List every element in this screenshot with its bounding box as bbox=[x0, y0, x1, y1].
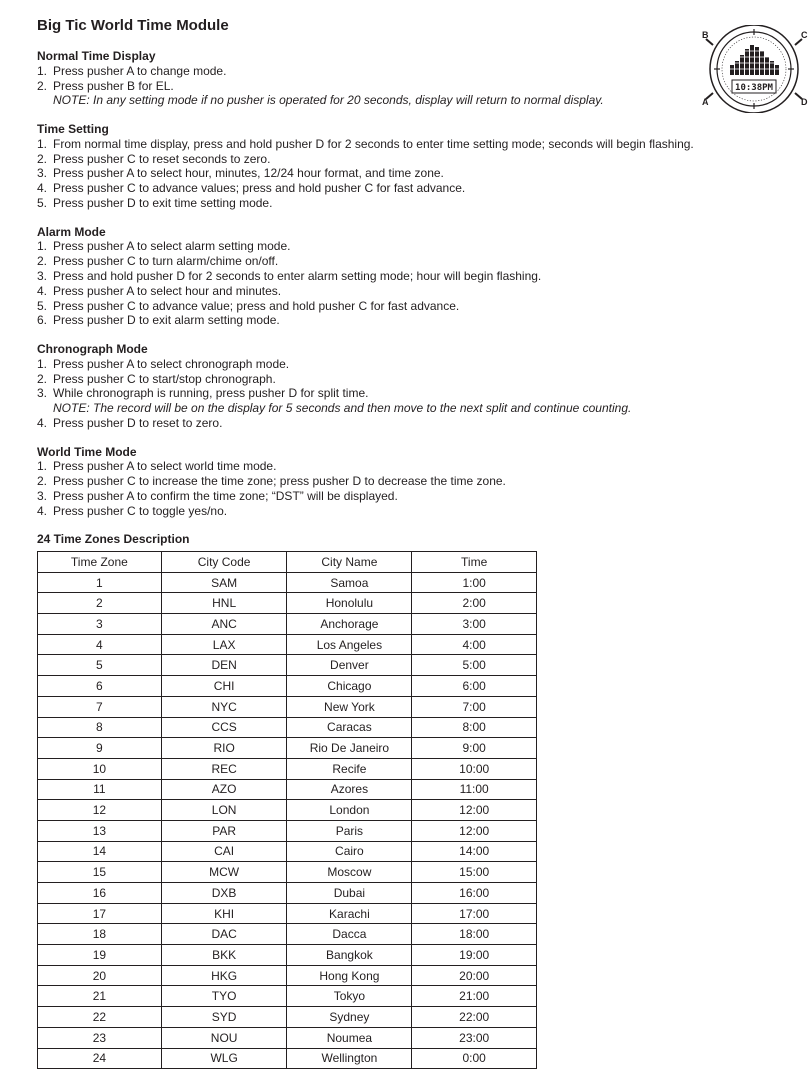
table-row bbox=[38, 614, 537, 635]
section-heading: Chronograph Mode bbox=[37, 341, 148, 356]
step-number: 4. bbox=[37, 181, 48, 196]
time-zone-cell: 16 bbox=[38, 883, 162, 904]
city-code-cell: HNL bbox=[161, 593, 287, 614]
time-cell: 18:00 bbox=[412, 924, 537, 945]
watch-diagram bbox=[699, 25, 808, 113]
step-number: 1. bbox=[37, 63, 48, 78]
time-cell: 0:00 bbox=[412, 1048, 537, 1069]
pusher-b-label: B bbox=[702, 30, 709, 40]
step-text: Press pusher D to reset to zero. bbox=[53, 415, 223, 430]
step-number: 2. bbox=[37, 254, 48, 269]
instruction-step bbox=[37, 474, 777, 489]
city-code-cell: AZO bbox=[161, 779, 287, 800]
city-code-cell: NOU bbox=[161, 1027, 287, 1048]
table-row bbox=[38, 572, 537, 593]
table-row bbox=[38, 945, 537, 966]
instruction-step bbox=[37, 386, 777, 401]
city-code-cell: BKK bbox=[161, 945, 287, 966]
instruction-step bbox=[37, 372, 777, 387]
time-cell: 1:00 bbox=[412, 572, 537, 593]
city-code-cell: DEN bbox=[161, 655, 287, 676]
time-zone-cell: 15 bbox=[38, 862, 162, 883]
time-cell: 15:00 bbox=[412, 862, 537, 883]
city-name-cell: Caracas bbox=[287, 717, 412, 738]
time-cell: 21:00 bbox=[412, 986, 537, 1007]
time-cell: 4:00 bbox=[412, 634, 537, 655]
city-code-cell: ANC bbox=[161, 614, 287, 635]
city-code-cell: WLG bbox=[161, 1048, 287, 1069]
instruction-step bbox=[37, 357, 777, 372]
step-number: 1. bbox=[37, 459, 48, 474]
instruction-step bbox=[37, 181, 777, 196]
city-code-cell: RIO bbox=[161, 738, 287, 759]
table-row bbox=[38, 779, 537, 800]
step-text: Press pusher D to exit time setting mode. bbox=[53, 195, 273, 210]
table-row bbox=[38, 883, 537, 904]
table-row bbox=[38, 676, 537, 697]
step-text: Press pusher C to turn alarm/chime on/off. bbox=[53, 254, 279, 269]
time-zone-cell: 7 bbox=[38, 696, 162, 717]
instruction-step bbox=[37, 459, 777, 474]
time-zone-cell: 8 bbox=[38, 717, 162, 738]
step-number: 2. bbox=[37, 151, 48, 166]
step-number: 1. bbox=[37, 356, 48, 371]
step-text: Press pusher A to change mode. bbox=[53, 63, 227, 78]
city-name-cell: Rio De Janeiro bbox=[287, 738, 412, 759]
time-zone-cell: 6 bbox=[38, 676, 162, 697]
instruction-step bbox=[37, 137, 777, 152]
time-zone-cell: 9 bbox=[38, 738, 162, 759]
section-chronograph-mode bbox=[37, 342, 777, 431]
instruction-sections bbox=[37, 49, 777, 532]
time-cell: 12:00 bbox=[412, 800, 537, 821]
table-row bbox=[38, 1027, 537, 1048]
step-text: Press pusher B for EL. bbox=[53, 78, 174, 93]
section-normal-time-display bbox=[37, 49, 777, 108]
note-text: NOTE: In any setting mode if no pusher is operated for 20 seconds, display will return to normal display. bbox=[53, 93, 604, 108]
city-name-cell: London bbox=[287, 800, 412, 821]
step-text: From normal time display, press and hold pusher D for 2 seconds to enter time setting mode; seconds will begin flashing. bbox=[53, 136, 694, 151]
step-number: 2. bbox=[37, 371, 48, 386]
time-zone-cell: 12 bbox=[38, 800, 162, 821]
step-text: Press pusher A to select hour and minutes. bbox=[53, 283, 282, 298]
time-zone-cell: 5 bbox=[38, 655, 162, 676]
section-alarm-mode bbox=[37, 225, 777, 329]
section-world-time-mode bbox=[37, 445, 777, 519]
column-header-time-zone: Time Zone bbox=[38, 552, 162, 573]
step-text: Press pusher A to select alarm setting mode. bbox=[53, 239, 291, 254]
time-zone-cell: 2 bbox=[38, 593, 162, 614]
step-text: Press pusher A to select hour, minutes, 12/24 hour format, and time zone. bbox=[53, 166, 444, 181]
section-heading: Time Setting bbox=[37, 121, 109, 136]
step-number: 3. bbox=[37, 386, 48, 401]
city-code-cell: CHI bbox=[161, 676, 287, 697]
table-row bbox=[38, 800, 537, 821]
time-zone-cell: 1 bbox=[38, 572, 162, 593]
time-cell: 16:00 bbox=[412, 883, 537, 904]
step-number: 2. bbox=[37, 474, 48, 489]
table-row bbox=[38, 634, 537, 655]
city-name-cell: Anchorage bbox=[287, 614, 412, 635]
table-row bbox=[38, 903, 537, 924]
city-name-cell: New York bbox=[287, 696, 412, 717]
instruction-step bbox=[37, 269, 777, 284]
step-text: Press pusher A to select world time mode. bbox=[53, 459, 277, 474]
city-code-cell: SYD bbox=[161, 1007, 287, 1028]
time-cell: 14:00 bbox=[412, 841, 537, 862]
instruction-step bbox=[37, 64, 777, 79]
city-code-cell: TYO bbox=[161, 986, 287, 1007]
time-cell: 10:00 bbox=[412, 758, 537, 779]
step-number: 4. bbox=[37, 503, 48, 518]
step-number: 3. bbox=[37, 166, 48, 181]
time-cell: 9:00 bbox=[412, 738, 537, 759]
time-cell: 5:00 bbox=[412, 655, 537, 676]
city-name-cell: Noumea bbox=[287, 1027, 412, 1048]
table-row bbox=[38, 965, 537, 986]
column-header-time: Time bbox=[412, 552, 537, 573]
city-code-cell: DAC bbox=[161, 924, 287, 945]
time-cell: 22:00 bbox=[412, 1007, 537, 1028]
time-cell: 8:00 bbox=[412, 717, 537, 738]
city-name-cell: Tokyo bbox=[287, 986, 412, 1007]
city-code-cell: KHI bbox=[161, 903, 287, 924]
instruction-step bbox=[37, 254, 777, 269]
table-header-row bbox=[38, 552, 537, 573]
city-code-cell: HKG bbox=[161, 965, 287, 986]
step-text: While chronograph is running, press pusher D for split time. bbox=[53, 386, 369, 401]
time-zone-cell: 17 bbox=[38, 903, 162, 924]
city-name-cell: Karachi bbox=[287, 903, 412, 924]
column-header-city-name: City Name bbox=[287, 552, 412, 573]
table-row bbox=[38, 862, 537, 883]
city-name-cell: Azores bbox=[287, 779, 412, 800]
city-name-cell: Sydney bbox=[287, 1007, 412, 1028]
time-cell: 17:00 bbox=[412, 903, 537, 924]
city-code-cell: NYC bbox=[161, 696, 287, 717]
table-row bbox=[38, 717, 537, 738]
time-zone-cell: 24 bbox=[38, 1048, 162, 1069]
step-number: 4. bbox=[37, 415, 48, 430]
city-name-cell: Dacca bbox=[287, 924, 412, 945]
city-name-cell: Dubai bbox=[287, 883, 412, 904]
city-name-cell: Samoa bbox=[287, 572, 412, 593]
city-name-cell: Honolulu bbox=[287, 593, 412, 614]
city-code-cell: CCS bbox=[161, 717, 287, 738]
step-text: Press pusher A to confirm the time zone; “DST” will be displayed. bbox=[53, 488, 398, 503]
instruction-step bbox=[37, 196, 777, 211]
note-text: NOTE: The record will be on the display for 5 seconds and then move to the next split and continue counting. bbox=[53, 401, 632, 416]
step-text: Press pusher C to advance values; press and hold pusher C for fast advance. bbox=[53, 181, 466, 196]
time-zones-title: 24 Time Zones Description bbox=[37, 532, 190, 546]
time-zone-cell: 22 bbox=[38, 1007, 162, 1028]
section-heading: Alarm Mode bbox=[37, 224, 106, 239]
pusher-c-label: C bbox=[801, 30, 808, 40]
table-row bbox=[38, 655, 537, 676]
time-cell: 3:00 bbox=[412, 614, 537, 635]
time-zone-cell: 21 bbox=[38, 986, 162, 1007]
table-row bbox=[38, 593, 537, 614]
city-name-cell: Wellington bbox=[287, 1048, 412, 1069]
city-code-cell: MCW bbox=[161, 862, 287, 883]
city-name-cell: Chicago bbox=[287, 676, 412, 697]
table-row bbox=[38, 841, 537, 862]
pusher-d-label: D bbox=[801, 97, 808, 107]
table-row bbox=[38, 738, 537, 759]
step-text: Press pusher C to reset seconds to zero. bbox=[53, 151, 271, 166]
city-name-cell: Moscow bbox=[287, 862, 412, 883]
time-zone-cell: 14 bbox=[38, 841, 162, 862]
city-code-cell: LAX bbox=[161, 634, 287, 655]
table-row bbox=[38, 924, 537, 945]
table-row bbox=[38, 1007, 537, 1028]
time-cell: 12:00 bbox=[412, 820, 537, 841]
instruction-step bbox=[37, 284, 777, 299]
step-number: 5. bbox=[37, 298, 48, 313]
instruction-step bbox=[37, 152, 777, 167]
time-zone-cell: 18 bbox=[38, 924, 162, 945]
step-text: Press pusher C to increase the time zone; press pusher D to decrease the time zone. bbox=[53, 474, 506, 489]
pusher-a-label: A bbox=[702, 97, 709, 107]
time-zone-cell: 13 bbox=[38, 820, 162, 841]
step-text: Press pusher C to advance value; press and hold pusher C for fast advance. bbox=[53, 298, 460, 313]
table-row bbox=[38, 986, 537, 1007]
time-zone-cell: 10 bbox=[38, 758, 162, 779]
time-cell: 6:00 bbox=[412, 676, 537, 697]
city-name-cell: Cairo bbox=[287, 841, 412, 862]
step-text: Press pusher A to select chronograph mode. bbox=[53, 356, 290, 371]
city-code-cell: SAM bbox=[161, 572, 287, 593]
step-number: 1. bbox=[37, 136, 48, 151]
table-row bbox=[38, 696, 537, 717]
step-text: Press pusher D to exit alarm setting mode. bbox=[53, 313, 280, 328]
city-code-cell: DXB bbox=[161, 883, 287, 904]
step-number: 2. bbox=[37, 78, 48, 93]
time-zone-cell: 3 bbox=[38, 614, 162, 635]
column-header-city-code: City Code bbox=[161, 552, 287, 573]
page-title: Big Tic World Time Module bbox=[37, 17, 229, 34]
time-cell: 7:00 bbox=[412, 696, 537, 717]
step-number: 3. bbox=[37, 488, 48, 503]
step-text: Press and hold pusher D for 2 seconds to enter alarm setting mode; hour will begin flashing. bbox=[53, 268, 542, 283]
table-row bbox=[38, 820, 537, 841]
city-code-cell: PAR bbox=[161, 820, 287, 841]
instruction-step bbox=[37, 239, 777, 254]
city-name-cell: Los Angeles bbox=[287, 634, 412, 655]
time-zone-cell: 11 bbox=[38, 779, 162, 800]
step-number: 4. bbox=[37, 283, 48, 298]
time-cell: 23:00 bbox=[412, 1027, 537, 1048]
instruction-step bbox=[37, 416, 777, 431]
time-zone-cell: 23 bbox=[38, 1027, 162, 1048]
instruction-step bbox=[37, 166, 777, 181]
city-name-cell: Denver bbox=[287, 655, 412, 676]
time-zones-table bbox=[37, 551, 537, 1069]
time-zone-cell: 4 bbox=[38, 634, 162, 655]
instruction-step bbox=[37, 489, 777, 504]
instruction-step bbox=[37, 504, 777, 519]
instruction-step bbox=[37, 313, 777, 328]
time-cell: 11:00 bbox=[412, 779, 537, 800]
city-code-cell: LON bbox=[161, 800, 287, 821]
time-zone-cell: 19 bbox=[38, 945, 162, 966]
city-name-cell: Bangkok bbox=[287, 945, 412, 966]
table-row bbox=[38, 758, 537, 779]
time-cell: 20:00 bbox=[412, 965, 537, 986]
section-time-setting bbox=[37, 122, 777, 211]
city-code-cell: REC bbox=[161, 758, 287, 779]
step-number: 1. bbox=[37, 239, 48, 254]
instruction-step bbox=[37, 79, 777, 94]
step-number: 3. bbox=[37, 268, 48, 283]
step-number: 5. bbox=[37, 195, 48, 210]
time-cell: 2:00 bbox=[412, 593, 537, 614]
watch-display-time: 10:38PM bbox=[735, 83, 773, 93]
city-name-cell: Hong Kong bbox=[287, 965, 412, 986]
section-heading: Normal Time Display bbox=[37, 49, 156, 63]
table-row bbox=[38, 1048, 537, 1069]
city-code-cell: CAI bbox=[161, 841, 287, 862]
city-name-cell: Paris bbox=[287, 820, 412, 841]
step-text: Press pusher C to toggle yes/no. bbox=[53, 503, 228, 518]
step-number: 6. bbox=[37, 313, 48, 328]
city-name-cell: Recife bbox=[287, 758, 412, 779]
step-text: Press pusher C to start/stop chronograph. bbox=[53, 371, 276, 386]
time-zone-cell: 20 bbox=[38, 965, 162, 986]
time-cell: 19:00 bbox=[412, 945, 537, 966]
section-heading: World Time Mode bbox=[37, 444, 137, 459]
instruction-step bbox=[37, 299, 777, 314]
